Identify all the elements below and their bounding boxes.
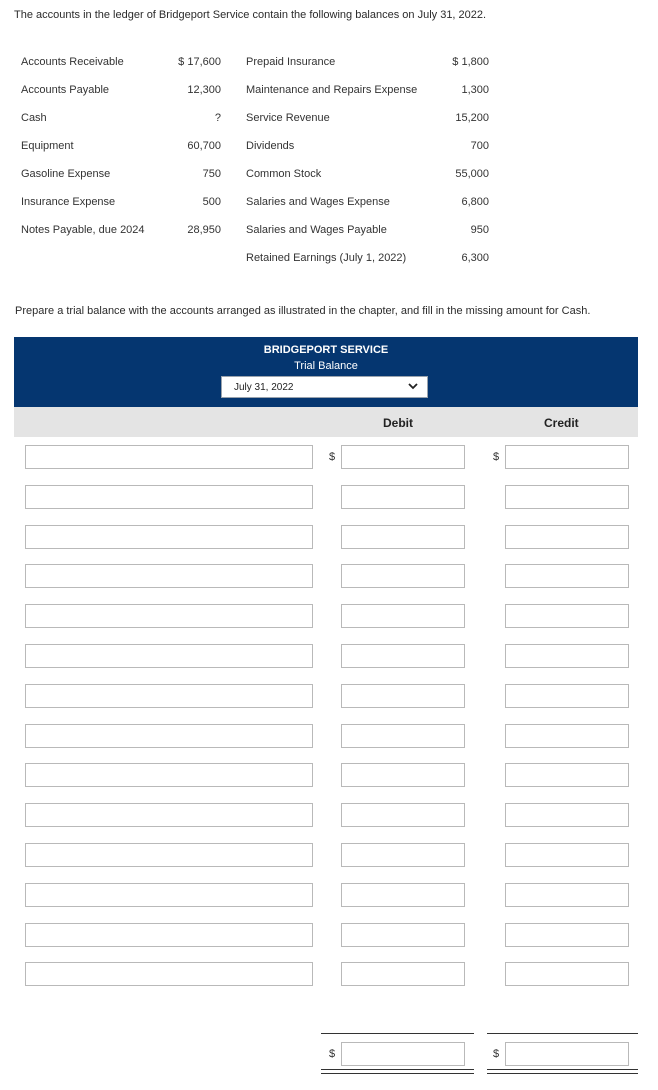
account-input[interactable] [25, 724, 313, 748]
statement-title: Trial Balance [294, 360, 358, 372]
ledger-right-amount: 700 [470, 140, 489, 152]
entry-row [0, 962, 658, 988]
debit-input[interactable] [341, 684, 465, 708]
entry-row [0, 604, 658, 630]
credit-input[interactable] [505, 564, 629, 588]
credit-input[interactable] [505, 883, 629, 907]
ledger-left-account: Gasoline Expense [21, 168, 111, 180]
entry-row [0, 525, 658, 551]
debit-input[interactable] [341, 604, 465, 628]
credit-input[interactable] [505, 445, 629, 469]
entry-row [0, 803, 658, 829]
account-input[interactable] [25, 564, 313, 588]
problem-intro: The accounts in the ledger of Bridgeport Service contain the following balances on July 31, 2022. [14, 9, 487, 21]
account-input[interactable] [25, 604, 313, 628]
instruction-text: Prepare a trial balance with the accounts arranged as illustrated in the chapter, and fill in the missing amount for Cash. [15, 305, 591, 317]
account-input[interactable] [25, 644, 313, 668]
debit-input[interactable] [341, 763, 465, 787]
account-input[interactable] [25, 525, 313, 549]
account-input[interactable] [25, 843, 313, 867]
debit-input[interactable] [341, 803, 465, 827]
ledger-right-amount: 15,200 [455, 112, 489, 124]
account-input[interactable] [25, 485, 313, 509]
ledger-right-account: Retained Earnings (July 1, 2022) [246, 252, 407, 264]
ledger-right-amount: 6,800 [461, 196, 489, 208]
credit-double-rule [487, 1069, 638, 1074]
credit-input[interactable] [505, 604, 629, 628]
entry-row [0, 485, 658, 511]
debit-input[interactable] [341, 843, 465, 867]
debit-input[interactable] [341, 445, 465, 469]
credit-input[interactable] [505, 803, 629, 827]
ledger-left-amount: 60,700 [187, 140, 221, 152]
total-row [0, 1042, 658, 1068]
debit-input[interactable] [341, 923, 465, 947]
debit-input[interactable] [341, 724, 465, 748]
entry-row [0, 763, 658, 789]
entry-row [0, 843, 658, 869]
debit-total-rule [321, 1033, 474, 1034]
debit-header: Debit [383, 416, 413, 430]
ledger-left-amount: 28,950 [187, 224, 221, 236]
column-headers [14, 407, 638, 437]
entry-row [0, 684, 658, 710]
ledger-row [0, 56, 658, 76]
ledger-right-amount: 55,000 [455, 168, 489, 180]
credit-input[interactable] [505, 684, 629, 708]
ledger-row [0, 252, 658, 272]
account-input[interactable] [25, 803, 313, 827]
ledger-left-account: Insurance Expense [21, 196, 116, 208]
ledger-left-amount: 750 [202, 168, 221, 180]
date-select[interactable] [221, 376, 428, 398]
ledger-right-amount: 950 [470, 224, 489, 236]
ledger-left-amount: $ 17,600 [178, 56, 221, 68]
debit-input[interactable] [341, 525, 465, 549]
debit-input[interactable] [341, 564, 465, 588]
ledger-row [0, 224, 658, 244]
entry-row [0, 644, 658, 670]
debit-dollar: $ [329, 451, 336, 463]
entry-row [0, 923, 658, 949]
ledger-left-amount: ? [214, 112, 221, 124]
debit-input[interactable] [341, 485, 465, 509]
total-debit-input[interactable] [341, 1042, 465, 1066]
ledger-right-account: Salaries and Wages Expense [246, 196, 390, 208]
entry-row [0, 445, 658, 471]
debit-input[interactable] [341, 883, 465, 907]
credit-input[interactable] [505, 485, 629, 509]
ledger-right-account: Common Stock [246, 168, 322, 180]
account-input[interactable] [25, 962, 313, 986]
account-input[interactable] [25, 684, 313, 708]
credit-input[interactable] [505, 763, 629, 787]
ledger-left-account: Accounts Payable [21, 84, 110, 96]
chevron-down-icon [407, 380, 419, 392]
credit-input[interactable] [505, 525, 629, 549]
ledger-right-amount: 1,300 [461, 84, 489, 96]
company-name: BRIDGEPORT SERVICE [263, 344, 389, 356]
ledger-row [0, 140, 658, 160]
ledger-left-account: Notes Payable, due 2024 [21, 224, 145, 236]
trial-balance-header [14, 337, 638, 407]
account-input[interactable] [25, 923, 313, 947]
credit-dollar: $ [493, 451, 500, 463]
account-input[interactable] [25, 763, 313, 787]
credit-total-rule [487, 1033, 638, 1034]
account-input[interactable] [25, 445, 313, 469]
credit-input[interactable] [505, 962, 629, 986]
ledger-right-amount: 6,300 [461, 252, 489, 264]
ledger-left-account: Equipment [21, 140, 74, 152]
ledger-left-account: Cash [21, 112, 47, 124]
ledger-right-account: Salaries and Wages Payable [246, 224, 387, 236]
entry-row [0, 724, 658, 750]
ledger-row [0, 196, 658, 216]
ledger-right-account: Dividends [246, 140, 295, 152]
debit-input[interactable] [341, 644, 465, 668]
total-credit-dollar: $ [493, 1048, 500, 1060]
ledger-row [0, 168, 658, 188]
account-input[interactable] [25, 883, 313, 907]
debit-double-rule [321, 1069, 474, 1074]
ledger-right-account: Maintenance and Repairs Expense [246, 84, 418, 96]
date-select-value: July 31, 2022 [234, 382, 294, 393]
ledger-row [0, 84, 658, 104]
credit-header: Credit [544, 416, 579, 430]
ledger-left-amount: 500 [202, 196, 221, 208]
entry-row [0, 883, 658, 909]
ledger-right-account: Service Revenue [246, 112, 330, 124]
ledger-left-account: Accounts Receivable [21, 56, 124, 68]
total-credit-input[interactable] [505, 1042, 629, 1066]
ledger-right-account: Prepaid Insurance [246, 56, 336, 68]
credit-input[interactable] [505, 843, 629, 867]
credit-input[interactable] [505, 724, 629, 748]
ledger-right-amount: $ 1,800 [452, 56, 489, 68]
total-debit-dollar: $ [329, 1048, 336, 1060]
ledger-left-amount: 12,300 [187, 84, 221, 96]
ledger-row [0, 112, 658, 132]
debit-input[interactable] [341, 962, 465, 986]
credit-input[interactable] [505, 644, 629, 668]
credit-input[interactable] [505, 923, 629, 947]
entry-row [0, 564, 658, 590]
